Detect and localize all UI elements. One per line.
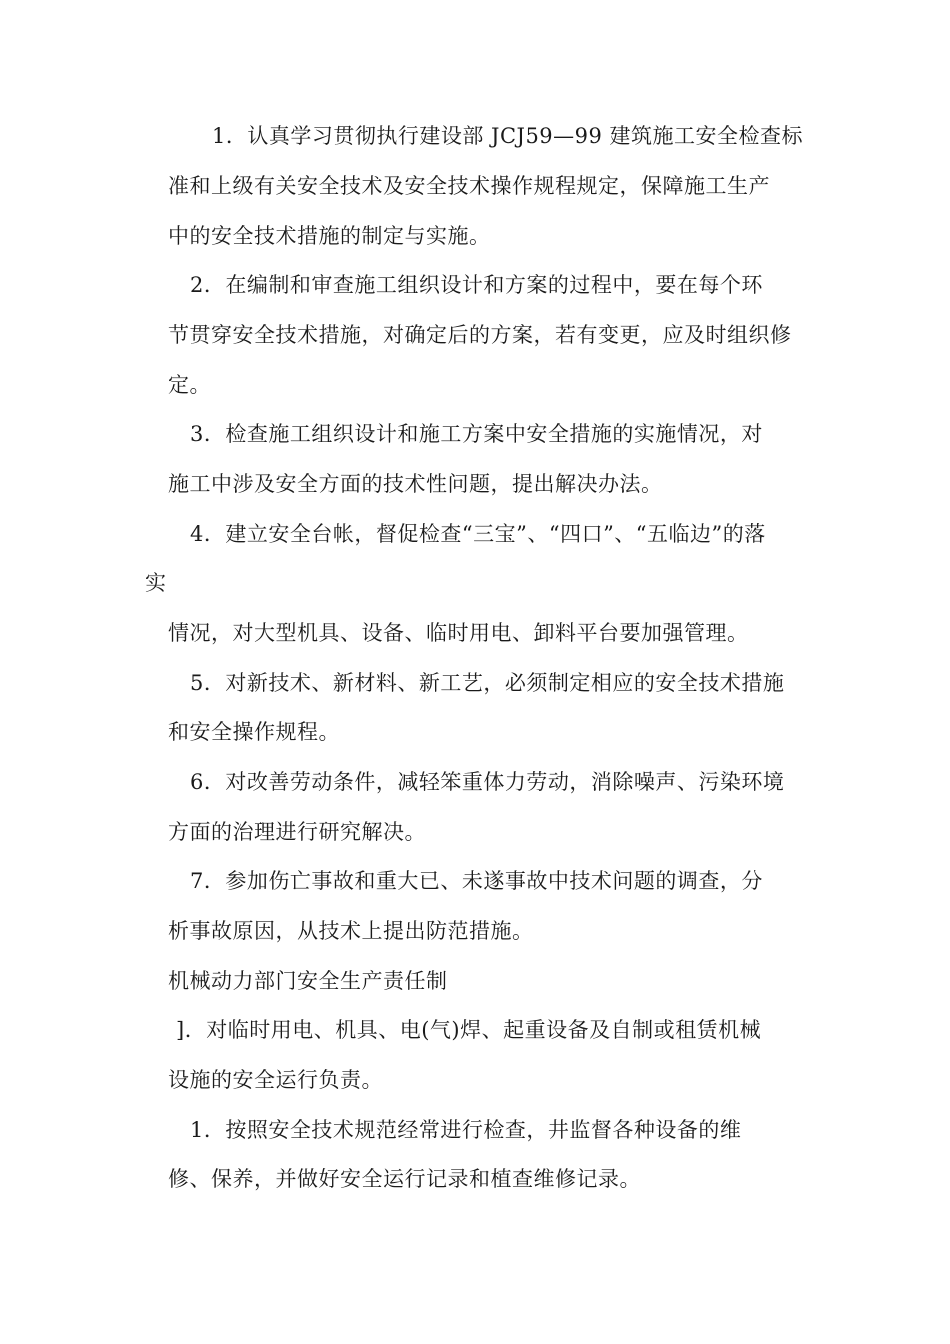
text-line: 中的安全技术措施的制定与实施。 bbox=[168, 224, 491, 248]
text-line: 方面的治理进行研究解决。 bbox=[168, 820, 426, 844]
text-line: 准和上级有关安全技术及安全技术操作规程规定，保障施工生产 bbox=[168, 174, 770, 198]
text-line: 析事故原因，从技术上提出防范措施。 bbox=[168, 919, 534, 943]
text-line: 定。 bbox=[168, 373, 211, 397]
text-line: 5．对新技术、新材料、新工艺，必须制定相应的安全技术措施 bbox=[190, 671, 785, 695]
text-line: 4．建立安全台帐，督促检查“三宝”、“四口”、“五临边”的落 bbox=[190, 522, 766, 546]
text-line: 6．对改善劳动条件，减轻笨重体力劳动，消除噪声、污染环境 bbox=[190, 770, 785, 794]
section-heading: 机械动力部门安全生产责任制 bbox=[168, 969, 448, 993]
text-line: 实 bbox=[145, 571, 167, 595]
text-line: 7．参加伤亡事故和重大已、未遂事故中技术问题的调查，分 bbox=[190, 869, 763, 893]
text-line: 节贯穿安全技术措施，对确定后的方案，若有变更，应及时组织修 bbox=[168, 323, 792, 347]
text-line: 修、保养，并做好安全运行记录和植查维修记录。 bbox=[168, 1167, 641, 1191]
text-line: ]．对临时用电、机具、电(气)焊、起重设备及自制或租赁机械 bbox=[176, 1018, 762, 1042]
text-line: 3．检查施工组织设计和施工方案中安全措施的实施情况，对 bbox=[190, 422, 763, 446]
text-line: 1．按照安全技术规范经常进行检查，井监督各种设备的维 bbox=[190, 1118, 742, 1142]
text-line: 设施的安全运行负责。 bbox=[168, 1068, 383, 1092]
text-line: 和安全操作规程。 bbox=[168, 720, 340, 744]
text-line: 1．认真学习贯彻执行建设部 JCJ59—99 建筑施工安全检查标 bbox=[212, 124, 804, 148]
text-line: 情况，对大型机具、设备、临时用电、卸料平台要加强管理。 bbox=[168, 621, 749, 645]
text-line: 2．在编制和审查施工组织设计和方案的过程中，要在每个环 bbox=[190, 273, 763, 297]
text-line: 施工中涉及安全方面的技术性问题，提出解决办法。 bbox=[168, 472, 663, 496]
